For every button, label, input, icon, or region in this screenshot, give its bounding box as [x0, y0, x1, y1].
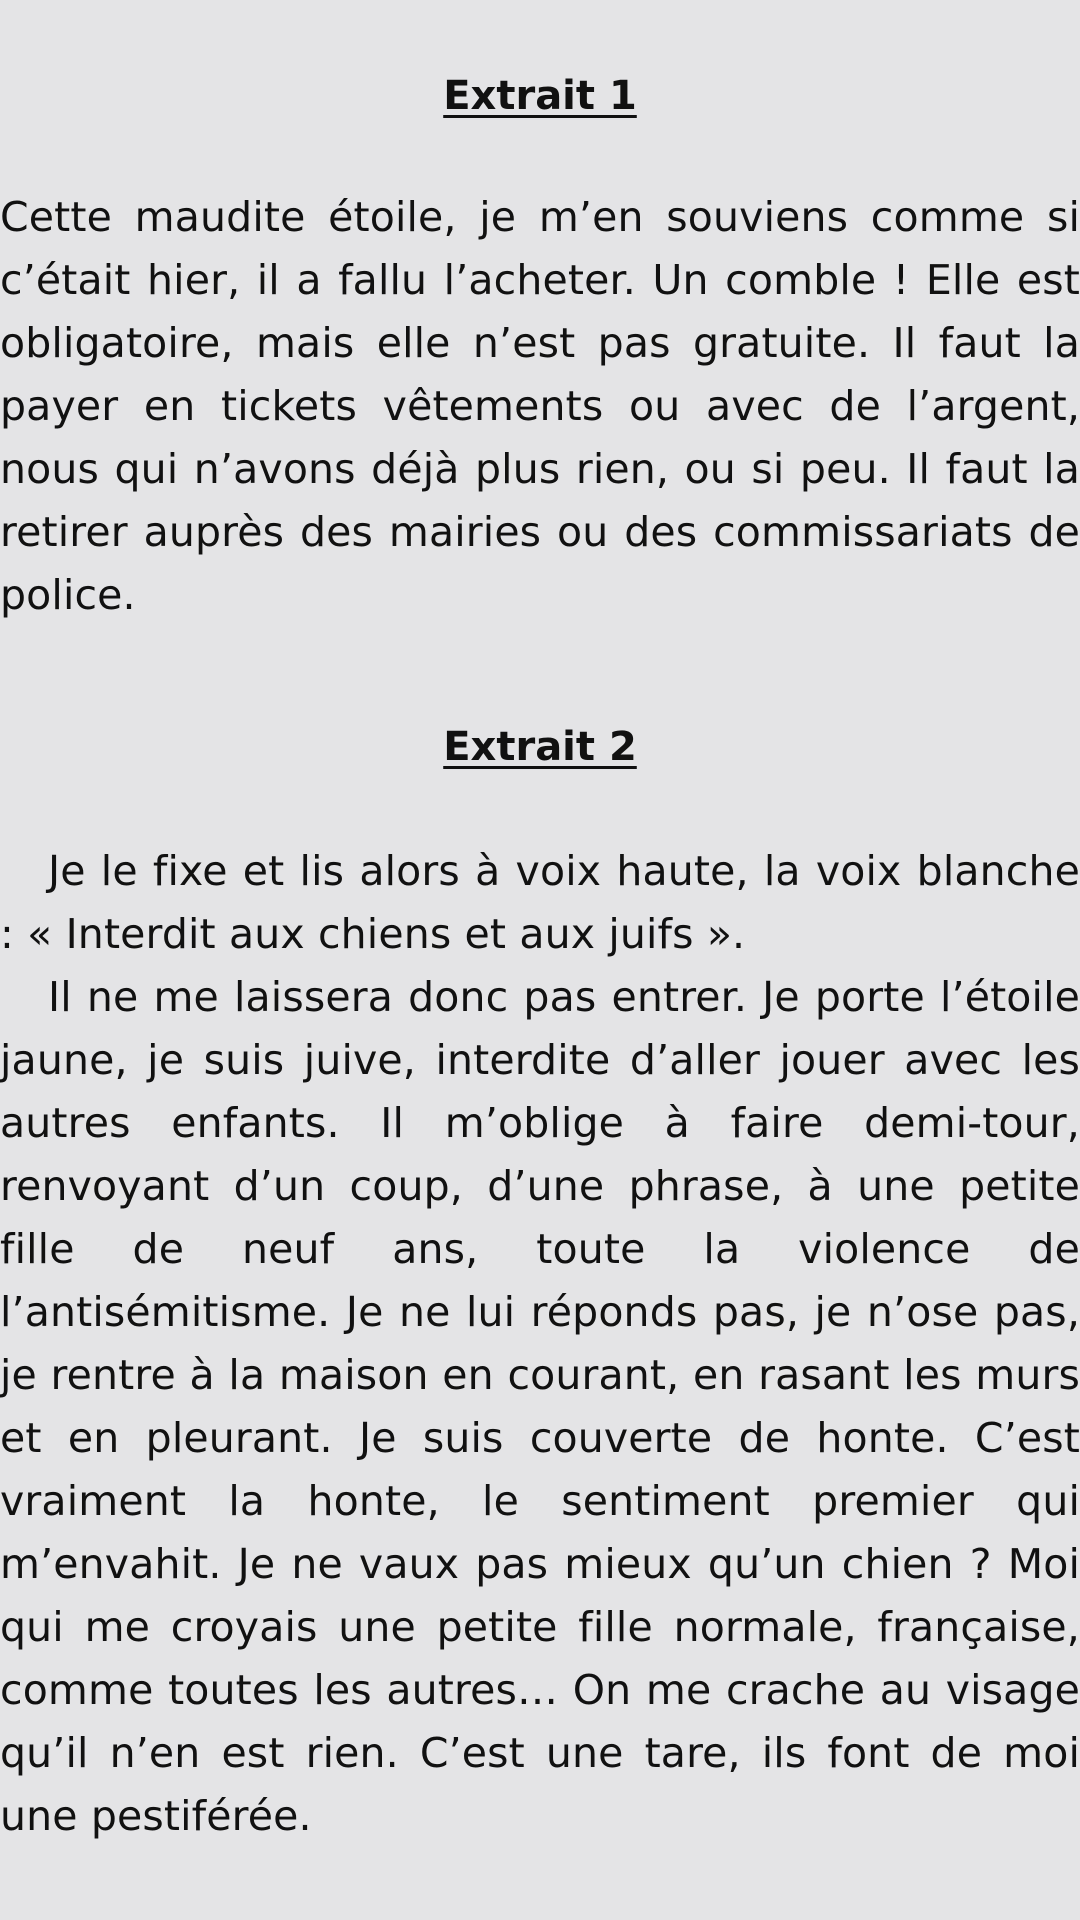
excerpt-2-paragraph-1: Je le fixe et lis alors à voix haute, la voix blanche : « Interdit aux chiens et aux juifs ».: [0, 847, 1080, 958]
excerpt-1-title: Extrait 1: [443, 73, 637, 119]
excerpt-1-paragraph: Cette maudite étoile, je m’en souviens comme si c’était hier, il a fallu l’acheter. Un comble ! Elle est obligatoire, mais elle n’est pas gratuite. Il faut la payer en tickets vêtements ou avec de l’argent, nous qui n’avons déjà plus rien, ou si peu. Il faut la retirer auprès des mairies ou des commissariats de police.: [0, 193, 1080, 619]
excerpt-2-paragraph-2: Il ne me laissera donc pas entrer. Je porte l’étoile jaune, je suis juive, interdite d’aller jouer avec les autres enfants. Il m’oblige à faire demi-tour, renvoyant d’un coup, d’une phrase, à une petite fille de neuf ans, toute la violence de l’antisémitisme. Je ne lui réponds pas, je n’ose pas, je rentre à la maison en courant, en rasant les murs et en pleurant. Je suis couverte de honte. C’est vraiment la honte, le sentiment premier qui m’envahit. Je ne vaux pas mieux qu’un chien ? Moi qui me croyais une petite fille normale, française, comme toutes les autres… On me crache au visage qu’il n’en est rien. C’est une tare, ils font de moi une pestiférée.: [0, 973, 1080, 1840]
excerpt-1: [0, 0, 1080, 627]
excerpt-2-title: Extrait 2: [443, 724, 637, 770]
excerpt-2: [0, 724, 1080, 1848]
